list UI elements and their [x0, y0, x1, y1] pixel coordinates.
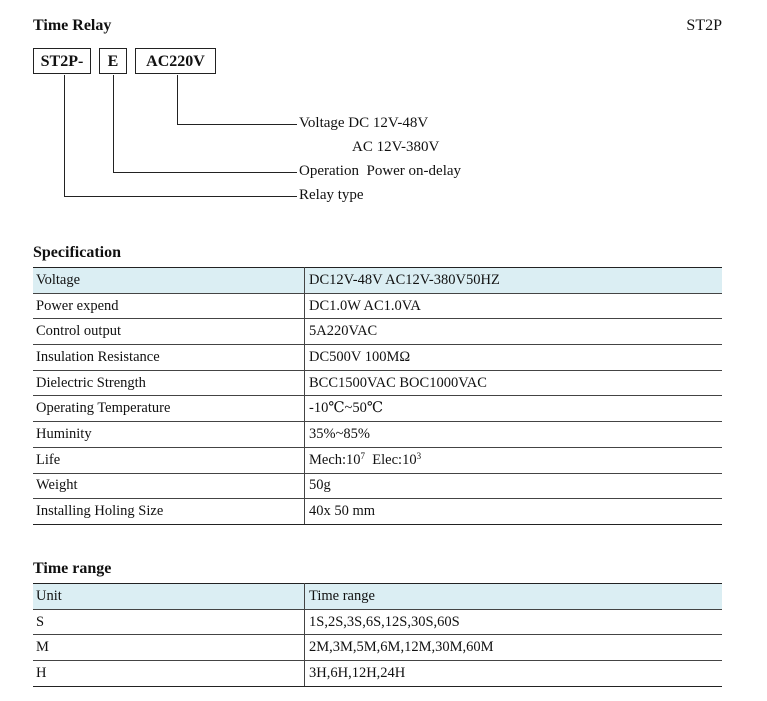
connector-operation-vertical	[113, 75, 114, 172]
specification-title: Specification	[33, 244, 121, 261]
table-row	[33, 635, 722, 661]
range-cell: 1S,2S,3S,6S,12S,30S,60S	[305, 609, 723, 635]
range-cell: 2M,3M,5M,6M,12M,30M,60M	[305, 635, 723, 661]
table-row	[33, 396, 722, 422]
connector-type-horizontal	[64, 196, 297, 197]
spec-label: Life	[33, 447, 305, 473]
life-mech: Mech:10	[309, 451, 361, 468]
spec-label: Voltage	[33, 268, 305, 294]
connector-type-vertical	[64, 75, 65, 197]
spec-value: -10℃~50℃	[305, 396, 723, 422]
life-mech-exponent: 7	[360, 450, 366, 461]
column-header-time-range: Time range	[305, 584, 723, 610]
code-box-type: ST2P-	[33, 48, 91, 74]
code-box-voltage: AC220V	[135, 48, 216, 74]
time-range-table	[33, 583, 722, 687]
table-row	[33, 609, 722, 635]
spec-value: DC1.0W AC1.0VA	[305, 293, 723, 319]
table-row	[33, 370, 722, 396]
spec-label: Huminity	[33, 422, 305, 448]
spec-label: Dielectric Strength	[33, 370, 305, 396]
spec-value: 40x 50 mm	[305, 499, 723, 525]
time-range-title: Time range	[33, 560, 112, 577]
spec-label: Control output	[33, 319, 305, 345]
connector-operation-horizontal	[113, 172, 297, 173]
connector-voltage-horizontal	[177, 124, 297, 125]
table-row	[33, 499, 722, 525]
table-row	[33, 584, 722, 610]
unit-cell: H	[33, 661, 305, 687]
annotation-operation: Operation Power on-delay	[299, 163, 462, 179]
table-row	[33, 268, 722, 294]
spec-label: Insulation Resistance	[33, 345, 305, 371]
specification-table	[33, 267, 722, 525]
spec-value: DC500V 100MΩ	[305, 345, 723, 371]
spec-label: Installing Holing Size	[33, 499, 305, 525]
spec-value: DC12V-48V AC12V-380V50HZ	[305, 268, 723, 294]
spec-label: Weight	[33, 473, 305, 499]
spec-value: 5A220VAC	[305, 319, 723, 345]
table-row	[33, 345, 722, 371]
life-elec-exponent: 3	[416, 450, 422, 461]
table-row	[33, 293, 722, 319]
spec-value: 35%~85%	[305, 422, 723, 448]
life-elec: Elec:10	[372, 451, 417, 468]
code-box-operation: E	[99, 48, 127, 74]
table-row	[33, 447, 722, 473]
unit-cell: M	[33, 635, 305, 661]
model-name: ST2P	[686, 17, 722, 34]
spec-label: Operating Temperature	[33, 396, 305, 422]
range-cell: 3H,6H,12H,24H	[305, 661, 723, 687]
spec-value	[305, 447, 723, 473]
page-title: Time Relay	[33, 17, 112, 34]
spec-label: Power expend	[33, 293, 305, 319]
spec-value: BCC1500VAC BOC1000VAC	[305, 370, 723, 396]
spec-value: 50g	[305, 473, 723, 499]
annotation-voltage-ac: AC 12V-380V	[352, 139, 440, 155]
table-row	[33, 661, 722, 687]
table-row	[33, 319, 722, 345]
column-header-unit: Unit	[33, 584, 305, 610]
annotation-voltage-dc: Voltage DC 12V-48V	[299, 115, 429, 131]
table-row	[33, 422, 722, 448]
table-row	[33, 473, 722, 499]
unit-cell: S	[33, 609, 305, 635]
annotation-relay-type: Relay type	[299, 187, 364, 203]
connector-voltage-vertical	[177, 75, 178, 124]
